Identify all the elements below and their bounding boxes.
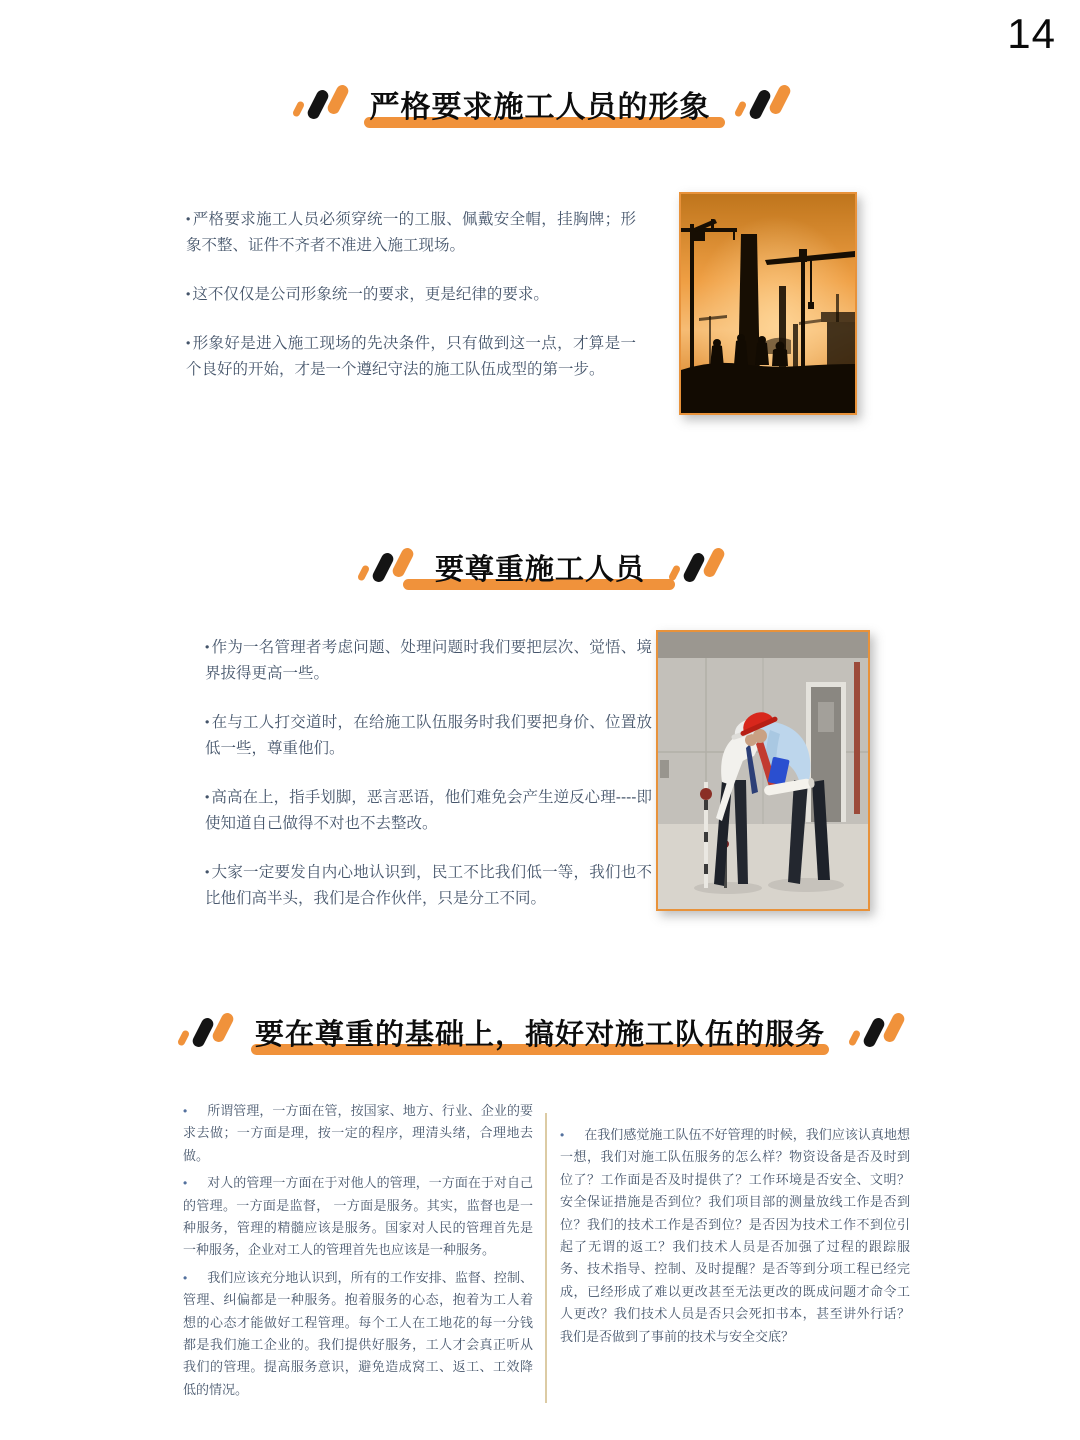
section1-title: 严格要求施工人员的形象 xyxy=(370,82,711,126)
slash-small-orange-icon xyxy=(848,1029,862,1046)
slash-decoration-right-icon xyxy=(851,1017,900,1048)
slash-orange-icon xyxy=(882,1011,907,1044)
engineers-inspection-photo xyxy=(656,630,870,911)
slash-black-icon xyxy=(371,551,396,584)
section3-left-column xyxy=(183,1100,533,1406)
slash-small-orange-icon xyxy=(291,100,305,117)
bullet-item: • 这不仅仅是公司形象统一的要求，更是纪律的要求。 xyxy=(186,281,636,308)
section2-title-row xyxy=(0,547,1080,588)
slash-decoration-left-icon xyxy=(295,89,344,120)
bullet-item: • 对人的管理一方面在于对他人的管理，一方面在于对自己的管理。一方面是监督， 一方面是服务。其实，监督也是一种服务，管理的精髓应该是服务。国家对人民的管理首先是一种服务，企业对工人的管理首先也应该是一种服务。 xyxy=(183,1172,533,1262)
bullet-item: • 在与工人打交道时，在给施工队伍服务时我们要把身价、位置放低一些，尊重他们。 xyxy=(205,709,652,762)
bullet-item: • 我们应该充分地认识到，所有的工作安排、监督、控制、管理、纠偏都是一种服务。抱着服务的心态，抱着为工人着想的心态才能做好工程管理。每个工人在工地花的每一分钱都是我们施工企业的。我们提供好服务，工人才会真正听从我们的管理。提高服务意识，避免造成窝工、返工、工效降低的情况。 xyxy=(183,1267,533,1401)
slash-small-orange-icon xyxy=(177,1029,191,1046)
bullet-item: • 大家一定要发自内心地认识到，民工不比我们低一等，我们也不比他们高半头，我们是合作伙伴，只是分工不同。 xyxy=(205,859,652,912)
slash-decoration-right-icon xyxy=(737,89,786,120)
section3-right-column xyxy=(560,1124,910,1353)
section2-title: 要尊重施工人员 xyxy=(435,547,645,588)
bullet-item: • 高高在上，指手划脚，恶言恶语，他们难免会产生逆反心理----即使知道自己做得不对也不去整改。 xyxy=(205,784,652,837)
slash-black-icon xyxy=(305,87,330,120)
sunset-construction-illustration xyxy=(681,194,855,413)
slash-orange-icon xyxy=(211,1011,236,1044)
slash-orange-icon xyxy=(325,82,350,115)
slash-small-orange-icon xyxy=(357,564,371,581)
section1-bullet-list xyxy=(186,206,636,405)
slash-small-orange-icon xyxy=(733,100,747,117)
page-number: 14 xyxy=(1007,10,1056,57)
bullet-item: • 作为一名管理者考虑问题、处理问题时我们要把层次、觉悟、境界拔得更高一些。 xyxy=(205,634,652,687)
slash-black-icon xyxy=(862,1016,887,1049)
engineers-illustration xyxy=(658,632,868,909)
construction-sunset-photo xyxy=(679,192,857,415)
slash-orange-icon xyxy=(391,546,416,579)
bullet-item: • 在我们感觉施工队伍不好管理的时候，我们应该认真地想一想，我们对施工队伍服务的怎么样？物资设备是否及时到位了？工作面是否及时提供了？工作环境是否安全、文明？安全保证措施是否到位？我们项目部的测量放线工作是否到位？我们的技术工作是否到位？是否因为技术工作不到位引起了无谓的返工？我们技术人员是否加强了过程的跟踪服务、技术指导、控制、及时提醒？是否等到分项工程已经完成，已经形成了难以更改甚至无法更改的既成问题才命令工人更改？我们技术人员是否只会死扣书本，甚至讲外行话？我们是否做到了事前的技术与安全交底？ xyxy=(560,1124,910,1348)
slash-decoration-right-icon xyxy=(671,552,720,583)
section3-title-row xyxy=(0,1012,1080,1053)
section2-bullet-list xyxy=(205,634,652,934)
slash-decoration-left-icon xyxy=(360,552,409,583)
bullet-item: • 严格要求施工人员必须穿统一的工服、佩戴安全帽，挂胸牌；形象不整、证件不齐者不准进入施工现场。 xyxy=(186,206,636,259)
section3-title: 要在尊重的基础上，搞好对施工队伍的服务 xyxy=(255,1012,825,1053)
bullet-item: • 形象好是进入施工现场的先决条件，只有做到这一点，才算是一个良好的开始，才是一个遵纪守法的施工队伍成型的第一步。 xyxy=(186,330,636,383)
slash-orange-icon xyxy=(767,82,792,115)
slash-orange-icon xyxy=(702,546,727,579)
section1-title-row xyxy=(0,82,1080,126)
slash-decoration-left-icon xyxy=(180,1017,229,1048)
column-divider xyxy=(545,1113,547,1403)
slash-black-icon xyxy=(682,551,707,584)
bullet-item: • 所谓管理，一方面在管，按国家、地方、行业、企业的要求去做；一方面是理，按一定的程序，理清头绪，合理地去做。 xyxy=(183,1100,533,1167)
slash-black-icon xyxy=(747,87,772,120)
slash-black-icon xyxy=(191,1016,216,1049)
